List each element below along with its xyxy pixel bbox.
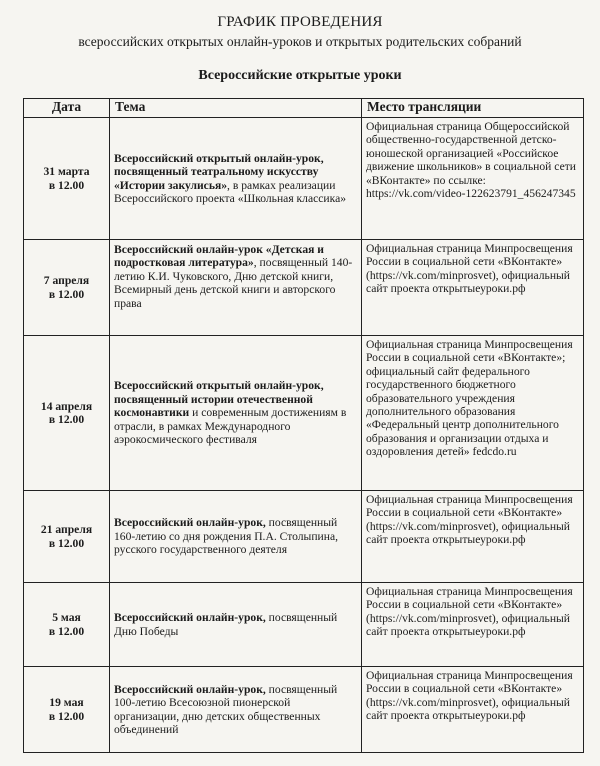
date-day: 31 марта	[43, 165, 90, 179]
date-time: в 12.00	[48, 624, 85, 638]
document-subtitle: всероссийских открытых онлайн-уроков и открытых родительских собраний	[78, 34, 522, 49]
topic-cell	[110, 491, 362, 583]
date-time: в 12.00	[48, 178, 85, 192]
column-header-topic: Тема	[110, 99, 362, 118]
date-day: 14 апреля	[40, 399, 93, 413]
section-title: Всероссийские открытые уроки	[198, 68, 402, 83]
place-cell: Официальная страница Минпросвещения России в социальной сети «ВКонтакте» (https://vk.com/minprosvet), официальный сайт проекта открытыеуроки.рф	[362, 583, 584, 667]
topic-bold: Всероссийский онлайн-урок «Детская и подростковая литература»	[114, 243, 324, 270]
date-time: в 12.00	[48, 709, 85, 723]
table-row	[24, 240, 584, 336]
table-row	[24, 583, 584, 667]
table-row	[24, 118, 584, 240]
topic-cell	[110, 583, 362, 667]
topic-cell	[110, 336, 362, 491]
place-cell: Официальная страница Минпросвещения России в социальной сети «ВКонтакте» (https://vk.com/minprosvet), официальный сайт проекта открытыеуроки.рф	[362, 491, 584, 583]
topic-bold: Всероссийский открытый онлайн-урок, посвященный истории отечественной космонавтики	[114, 379, 324, 420]
table-row	[24, 336, 584, 491]
place-cell: Официальная страница Общероссийской общественно-государственной детско-юношеской организацией «Российское движение школьников» в социальной сети «ВКонтакте» по ссылке: https://vk.com/video-122623791_456247345	[362, 118, 584, 240]
date-day: 7 апреля	[43, 274, 90, 288]
date-cell	[24, 667, 110, 753]
date-cell	[24, 118, 110, 240]
document-title: ГРАФИК ПРОВЕДЕНИЯ	[217, 14, 383, 30]
topic-rest: посвященный 100-летию Всесоюзной пионерской организации, дню детских общественных объединений	[114, 682, 338, 736]
date-cell	[24, 336, 110, 491]
place-cell: Официальная страница Минпросвещения России в социальной сети «ВКонтакте»; официальный сайт федерального государственного бюджетного образовательного учреждения дополнительного образования «Федеральный центр дополнительного образования и организации отдыха и оздоровления детей» fedcdo.ru	[362, 336, 584, 491]
topic-bold: Всероссийский онлайн-урок,	[114, 516, 266, 530]
table-row	[24, 667, 584, 753]
topic-bold: Всероссийский открытый онлайн-урок, посвященный театральному искусству «Истории закулисья»	[114, 151, 324, 192]
date-time: в 12.00	[48, 413, 85, 426]
column-header-date: Дата	[24, 99, 110, 118]
topic-rest: , посвященный 140-летию К.И. Чуковского, Дню детской книги, Всемирный день детской книги и авторского права	[114, 256, 353, 310]
date-day: 5 мая	[52, 611, 81, 625]
topic-rest: , в рамках реализации Всероссийского проекта «Школьная классика»	[114, 178, 347, 205]
date-day: 19 мая	[49, 696, 84, 710]
topic-rest: посвященный Дню Победы	[114, 611, 338, 638]
place-cell: Официальная страница Минпросвещения России в социальной сети «ВКонтакте» (https://vk.com/minprosvet), официальный сайт проекта открытыеуроки.рф	[362, 240, 584, 336]
topic-cell	[110, 118, 362, 240]
date-cell	[24, 491, 110, 583]
topic-rest: посвященный 160-летию со дня рождения П.А. Столыпина, русского государственного деятеля	[114, 516, 339, 557]
table-row	[24, 491, 584, 583]
topic-cell	[110, 667, 362, 753]
date-time: в 12.00	[48, 536, 85, 550]
column-header-place: Место трансляции	[362, 99, 584, 118]
topic-cell	[110, 240, 362, 336]
date-cell	[24, 240, 110, 336]
date-day: 21 апреля	[40, 523, 93, 537]
topic-rest: и современным достижениям в отрасли, в рамках Международного аэрокосмического фестиваля	[114, 406, 347, 447]
topic-bold: Всероссийский онлайн-урок,	[114, 611, 266, 625]
table-header-row	[24, 99, 584, 118]
schedule-table	[23, 98, 584, 753]
place-cell: Официальная страница Минпросвещения России в социальной сети «ВКонтакте» (https://vk.com/minprosvet), официальный сайт проекта открытыеуроки.рф	[362, 667, 584, 753]
date-cell	[24, 583, 110, 667]
date-time: в 12.00	[48, 287, 85, 301]
topic-bold: Всероссийский онлайн-урок,	[114, 682, 266, 696]
